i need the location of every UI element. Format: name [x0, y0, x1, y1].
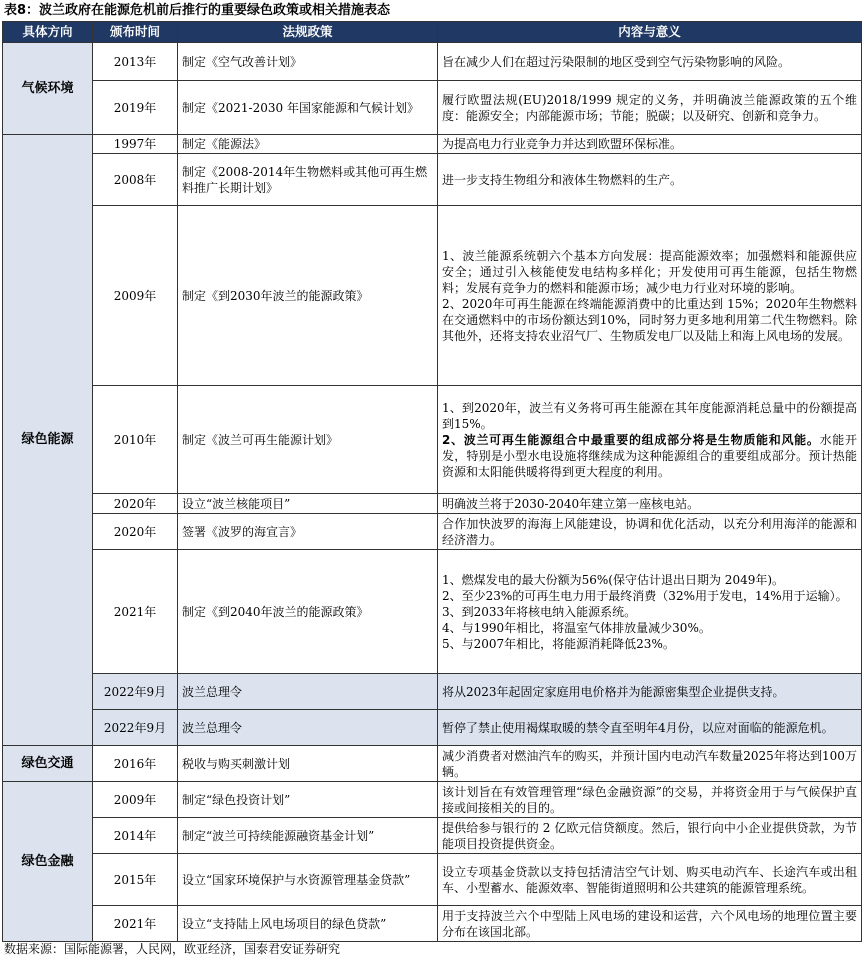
row-year: 2014年 — [93, 818, 178, 854]
category-green-energy: 绿色能源 — [3, 135, 93, 746]
policy-table — [2, 21, 862, 942]
row-year: 2010年 — [93, 386, 178, 494]
table-row — [3, 81, 862, 135]
category-green-finance: 绿色金融 — [3, 782, 93, 942]
row-content: 1、燃煤发电的最大份额为56%(保守估计退出日期为 2049年)。 2、至少23%的可再生电力用于最终消费（32%用于发电，14%用于运输）。 3、到2033年将核电纳入能源系统。 4、与1990年相比，将温室气体排放量减少30%。 5、与2007年相比，将能源消耗降低23%。 — [438, 550, 862, 674]
header-direction: 具体方向 — [3, 22, 93, 43]
row-content: 1、到2020年，波兰有义务将可再生能源在其年度能源消耗总量中的份额提高到15%。 2、波兰可再生能源组合中最重要的组成部分将是生物质能和风能。水能开发，特别是小型水电设施将继续成为这种能源组合的重要组成部分。预计热能资源和太阳能供暖将得到更大程度的利用。 — [438, 386, 862, 494]
table-row — [3, 154, 862, 206]
table-title: 表8：波兰政府在能源危机前后推行的重要绿色政策或相关措施表态 — [4, 3, 391, 18]
row-content: 暂停了禁止使用褐煤取暖的禁令直至明年4月份，以应对面临的能源危机。 — [438, 710, 862, 746]
row-policy: 制定《到2040年波兰的能源政策》 — [178, 550, 438, 674]
table-row — [3, 514, 862, 550]
row-policy: 制定“绿色投资计划” — [178, 782, 438, 818]
header-policy: 法规政策 — [178, 22, 438, 43]
row-year: 2019年 — [93, 81, 178, 135]
row-content: 为提高电力行业竞争力并达到欧盟环保标准。 — [438, 135, 862, 154]
header-date: 颁布时间 — [93, 22, 178, 43]
table-row — [3, 135, 862, 154]
row-policy: 制定《波兰可再生能源计划》 — [178, 386, 438, 494]
table-row — [3, 710, 862, 746]
table-row — [3, 386, 862, 494]
row-content: 合作加快波罗的海海上风能建设，协调和优化活动，以充分利用海洋的能源和经济潜力。 — [438, 514, 862, 550]
row-policy: 设立“国家环境保护与水资源管理基金贷款” — [178, 854, 438, 906]
row-year: 2022年9月 — [93, 710, 178, 746]
row-year: 1997年 — [93, 135, 178, 154]
row-year: 2015年 — [93, 854, 178, 906]
table-row — [3, 494, 862, 514]
row-year: 2020年 — [93, 514, 178, 550]
row-content: 将从2023年起固定家庭用电价格并为能源密集型企业提供支持。 — [438, 674, 862, 710]
category-green-transport: 绿色交通 — [3, 746, 93, 782]
row-policy: 签署《波罗的海宣言》 — [178, 514, 438, 550]
table-row — [3, 43, 862, 81]
table-row — [3, 818, 862, 854]
row-content: 减少消费者对燃油汽车的购买，并预计国内电动汽车数量2025年将达到100万辆。 — [438, 746, 862, 782]
source-note: 数据来源：国际能源署，人民网，欧亚经济，国泰君安证券研究 — [4, 942, 341, 956]
category-climate: 气候环境 — [3, 43, 93, 135]
row-policy: 制定《到2030年波兰的能源政策》 — [178, 206, 438, 386]
row-year: 2009年 — [93, 782, 178, 818]
row-content: 该计划旨在有效管理管理“绿色金融资源”的交易，并将资金用于与气候保护直接或间接相关的目的。 — [438, 782, 862, 818]
table-row — [3, 746, 862, 782]
row-policy: 制定“波兰可持续能源融资基金计划” — [178, 818, 438, 854]
row-content: 1、波兰能源系统朝六个基本方向发展：提高能源效率；加强燃料和能源供应安全；通过引入核能使发电结构多样化；开发使用可再生能源，包括生物燃料；发展有竞争力的燃料和能源市场；减少电力行业对环境的影响。 2、2020年可再生能源在终端能源消费中的比重达到 15%；2020年生物燃料在交通燃料中的市场份额达到10%，同时努力更多地利用第二代生物燃料。除其他外，还将支持农业沼气厂、生物质发电厂以及陆上和海上风电场的发展。 — [438, 206, 862, 386]
table-row — [3, 854, 862, 906]
table-row — [3, 906, 862, 942]
row-content: 旨在减少人们在超过污染限制的地区受到空气污染物影响的风险。 — [438, 43, 862, 81]
table-row — [3, 782, 862, 818]
row-policy: 波兰总理令 — [178, 710, 438, 746]
row-year: 2016年 — [93, 746, 178, 782]
row-policy: 制定《2021-2030 年国家能源和气候计划》 — [178, 81, 438, 135]
row-policy: 设立“支持陆上风电场项目的绿色贷款” — [178, 906, 438, 942]
row-year: 2013年 — [93, 43, 178, 81]
row-content: 履行欧盟法规(EU)2018/1999 规定的义务，并明确波兰能源政策的五个维度：能源安全；内部能源市场；节能；脱碳；以及研究、创新和竞争力。 — [438, 81, 862, 135]
row-content: 用于支持波兰六个中型陆上风电场的建设和运营，六个风电场的地理位置主要分布在该国北部。 — [438, 906, 862, 942]
row-year: 2008年 — [93, 154, 178, 206]
row-content: 进一步支持生物组分和液体生物燃料的生产。 — [438, 154, 862, 206]
row-content: 设立专项基金贷款以支持包括清洁空气计划、购买电动汽车、长途汽车或出租车、小型蓄水、能源效率、智能街道照明和公共建筑的能源管理系统。 — [438, 854, 862, 906]
row-year: 2020年 — [93, 494, 178, 514]
row-year: 2021年 — [93, 550, 178, 674]
header-row — [3, 22, 862, 43]
table-row — [3, 206, 862, 386]
row-policy: 制定《能源法》 — [178, 135, 438, 154]
row-policy: 制定《2008-2014年生物燃料或其他可再生燃料推广长期计划》 — [178, 154, 438, 206]
row-policy: 制定《空气改善计划》 — [178, 43, 438, 81]
row-year: 2009年 — [93, 206, 178, 386]
row-content: 提供给参与银行的 2 亿欧元信贷额度。然后，银行向中小企业提供贷款，为节能项目投资提供资金。 — [438, 818, 862, 854]
table-row — [3, 550, 862, 674]
row-policy: 税收与购买刺激计划 — [178, 746, 438, 782]
row-year: 2022年9月 — [93, 674, 178, 710]
row-year: 2021年 — [93, 906, 178, 942]
row-policy: 设立“波兰核能项目” — [178, 494, 438, 514]
bold-highlight: 2、波兰可再生能源组合中最重要的组成部分将是生物质能和风能。 — [442, 432, 820, 447]
header-content: 内容与意义 — [438, 22, 862, 43]
table-row — [3, 674, 862, 710]
row-policy: 波兰总理令 — [178, 674, 438, 710]
row-content: 明确波兰将于2030-2040年建立第一座核电站。 — [438, 494, 862, 514]
